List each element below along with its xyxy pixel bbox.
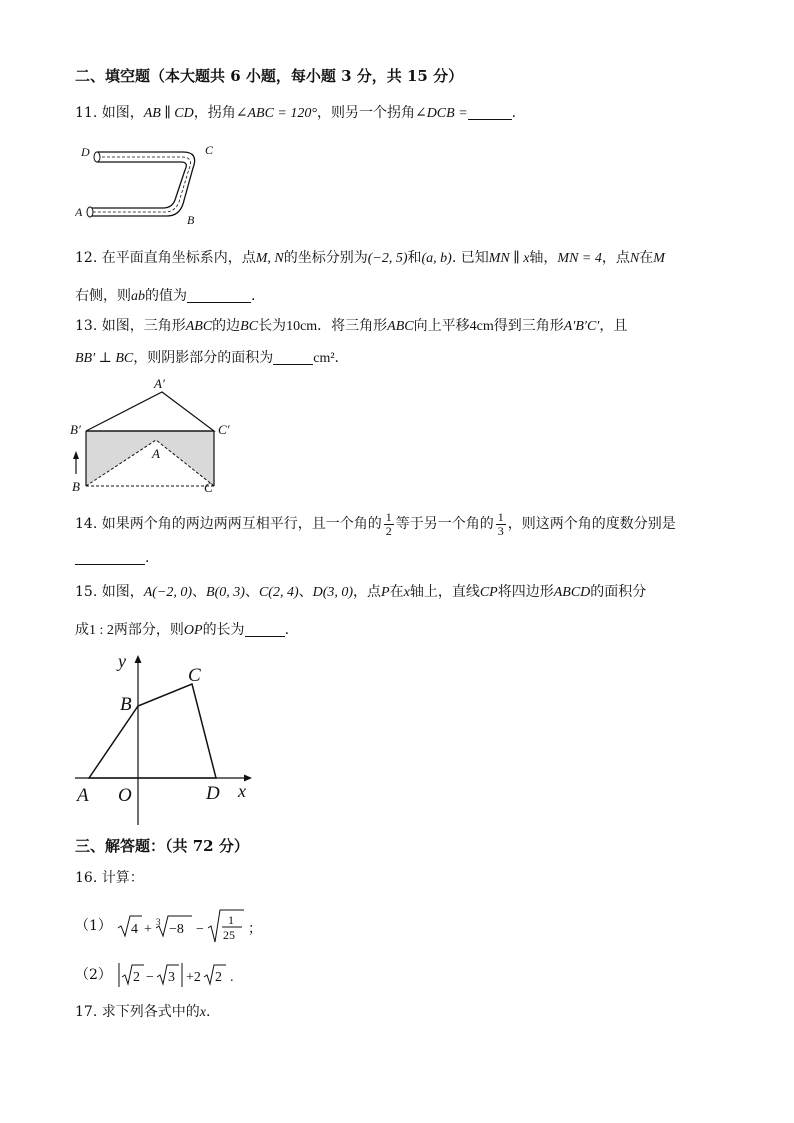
pipe-inner-edge — [90, 162, 186, 208]
question-14: 14. 如果两个角的两边两两互相平行，且一个角的 $\frac{1}{2}$ 等于另一个角的 $\frac{1}{3}$ ，则这两个角的度数分别是 — [75, 509, 676, 538]
question-13: 13. 如图，三角形ABC的边BC长为10cm．将三角形ABC向上平移4cm得到三角形A′B′C′，且 — [75, 318, 628, 334]
y-axis-arrow-icon — [135, 655, 142, 663]
question-15: 15. 如图，A(−2, 0)、B(0, 3)、C(2, 4)、D(3, 0)，点P在x轴上，直线CP将四边形ABCD的面积分 — [75, 584, 647, 600]
triangle-A1B1C1 — [86, 392, 214, 431]
label-B: B — [120, 694, 132, 715]
fraction-half: $\frac{1}{2}$ — [385, 509, 392, 538]
svg-text:−8: −8 — [169, 922, 185, 937]
question-number: 14. — [75, 516, 98, 532]
pipe-center-line — [90, 157, 190, 212]
up-arrow-icon — [73, 451, 79, 459]
label-x: x — [238, 781, 246, 801]
label-A: A — [75, 205, 83, 219]
question-number: 12. — [75, 250, 98, 266]
label-A1: A′ — [154, 376, 165, 391]
svg-text:+2: +2 — [186, 970, 202, 985]
svg-text:；: ； — [248, 922, 263, 937]
svg-text:25: 25 — [223, 928, 236, 942]
svg-text:.: . — [230, 970, 234, 985]
question-number: 16. — [75, 870, 98, 886]
label-C: C — [204, 480, 213, 495]
question-16-part2 — [75, 960, 276, 990]
label-D: D — [81, 145, 90, 159]
expression-part1 — [116, 908, 276, 944]
part-label: （1） — [75, 918, 112, 934]
svg-text:2: 2 — [215, 970, 223, 985]
pipe-end-bottom — [87, 207, 93, 217]
svg-text:−: − — [196, 922, 205, 937]
pipe-end-top — [94, 152, 100, 162]
label-C: C — [205, 143, 214, 157]
label-B1: B′ — [70, 422, 81, 437]
question-16-part1 — [75, 908, 276, 944]
answer-blank[interactable] — [245, 622, 285, 637]
question-14-line2: . — [75, 548, 149, 568]
answer-blank[interactable] — [273, 350, 313, 365]
fraction-third: $\frac{1}{3}$ — [497, 509, 504, 538]
shaded-region — [86, 431, 214, 486]
question-number: 17. — [75, 1004, 98, 1020]
question-13-line2: BB′ ⊥ BC，则阴影部分的面积为 cm². — [75, 350, 339, 366]
label-A: A — [152, 446, 160, 461]
answer-blank[interactable] — [75, 550, 145, 565]
label-C: C — [188, 665, 201, 686]
question-15-line2: 成1 : 2两部分，则OP的长为 . — [75, 622, 290, 638]
svg-text:−: − — [146, 970, 155, 985]
svg-text:4: 4 — [131, 922, 139, 937]
answer-blank[interactable] — [468, 105, 512, 120]
label-C1: C′ — [218, 422, 230, 437]
label-D: D — [206, 783, 220, 804]
section-title: 三、解答题：（共 72 分） — [75, 837, 249, 855]
section-title: 二、填空题（本大题共 6 小题，每小题 3 分，共 15 分） — [75, 67, 464, 85]
sqrt-icon — [118, 916, 142, 936]
label-B: B — [187, 213, 195, 227]
quadrilateral-figure — [70, 645, 260, 830]
label-O: O — [118, 785, 132, 806]
answer-blank[interactable] — [187, 288, 251, 303]
pipe-figure — [75, 138, 235, 228]
question-number: 13. — [75, 318, 98, 334]
question-number: 11. — [75, 105, 98, 121]
svg-text:2: 2 — [133, 970, 141, 985]
question-11: 11. 如图，AB ∥ CD，拐角∠ABC = 120°，则另一个拐角∠DCB = . — [75, 105, 517, 121]
question-number: 15. — [75, 584, 98, 600]
question-12-line2: 右侧，则ab的值为 . — [75, 288, 256, 304]
translation-figure — [68, 374, 238, 496]
expression-part2 — [116, 960, 276, 990]
svg-text:3: 3 — [168, 970, 176, 985]
svg-text:+: + — [144, 922, 153, 937]
label-A: A — [77, 785, 89, 806]
svg-text:1: 1 — [228, 913, 235, 927]
quadrilateral-ABCD — [89, 684, 216, 778]
part-label: （2） — [75, 967, 112, 983]
question-12: 12. 在平面直角坐标系内，点M, N的坐标分别为(−2, 5)和(a, b). 已知MN ∥ x轴，MN = 4，点N在M — [75, 250, 665, 266]
label-B: B — [72, 479, 80, 494]
label-y: y — [118, 651, 126, 671]
question-16: 16. 计算： — [75, 870, 144, 886]
svg-text:3: 3 — [156, 917, 161, 927]
question-17: 17. 求下列各式中的x. — [75, 1004, 211, 1020]
